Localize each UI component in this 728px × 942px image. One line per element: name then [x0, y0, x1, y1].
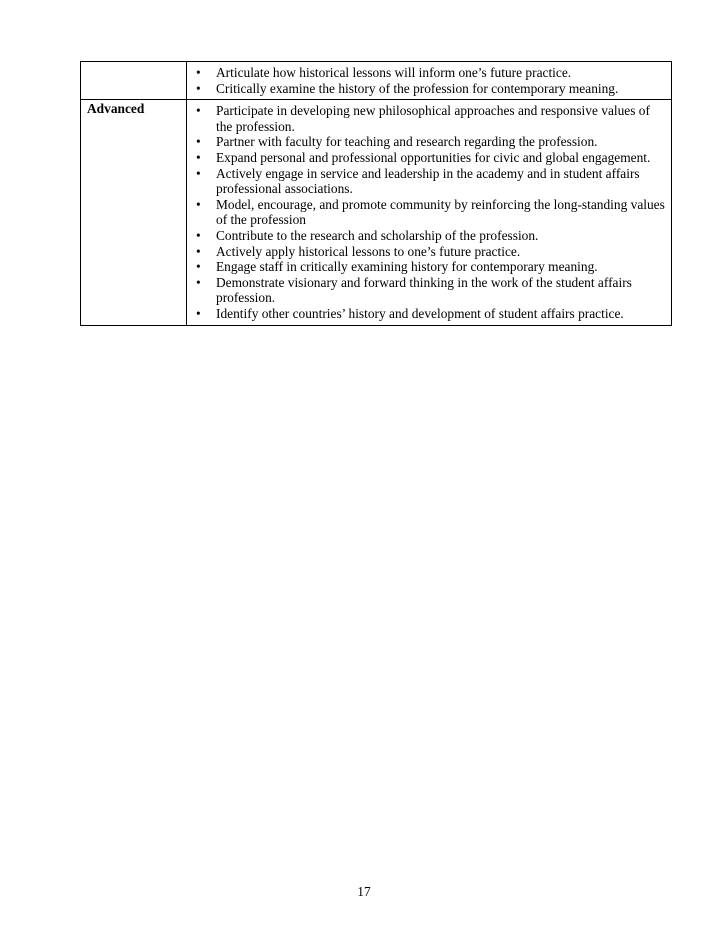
page-number: 17	[357, 884, 371, 899]
items-cell	[187, 100, 672, 325]
bullet-icon: •	[196, 274, 201, 290]
list-item-text: Model, encourage, and promote community by reinforcing the long-standing values of the profession	[216, 196, 665, 228]
list-item-text: Engage staff in critically examining history for contemporary meaning.	[216, 259, 598, 275]
bullet-icon: •	[196, 196, 201, 212]
table-row	[81, 100, 672, 325]
list-item	[193, 150, 665, 166]
level-cell	[81, 62, 187, 100]
list-item	[193, 81, 665, 97]
bullet-icon: •	[196, 227, 201, 243]
list-item-text: Articulate how historical lessons will inform one’s future practice.	[216, 65, 572, 80]
list-item	[193, 103, 665, 134]
level-cell: Advanced	[81, 100, 187, 325]
competency-table	[80, 61, 672, 326]
list-item	[193, 275, 665, 306]
list-item-text: Identify other countries’ history and development of student affairs practice.	[216, 305, 624, 321]
competency-table-body	[81, 62, 672, 326]
bullet-icon: •	[196, 65, 201, 80]
list-item	[193, 259, 665, 275]
list-item	[193, 65, 665, 81]
list-item	[193, 197, 665, 228]
bullet-icon: •	[196, 134, 201, 150]
list-item	[193, 244, 665, 260]
list-item	[193, 228, 665, 244]
table-row	[81, 62, 672, 100]
list-item-text: Actively engage in service and leadership in the academy and in student affairs professional associations.	[216, 165, 640, 197]
bullet-icon: •	[196, 243, 201, 259]
list-item-text: Demonstrate visionary and forward thinking in the work of the student affairs profession.	[216, 274, 632, 306]
list-item	[193, 306, 665, 322]
list-item-text: Actively apply historical lessons to one’s future practice.	[216, 243, 521, 259]
list-item-text: Critically examine the history of the profession for contemporary meaning.	[216, 80, 619, 96]
list-item-text: Partner with faculty for teaching and research regarding the profession.	[216, 134, 598, 150]
items-cell	[187, 62, 672, 100]
bullet-icon: •	[196, 165, 201, 181]
list-item-text: Participate in developing new philosophical approaches and responsive values of the profession.	[216, 103, 650, 134]
bullet-icon: •	[196, 149, 201, 165]
bullet-icon: •	[196, 305, 201, 321]
bullet-list	[193, 65, 665, 96]
list-item-text: Expand personal and professional opportunities for civic and global engagement.	[216, 149, 651, 165]
list-item	[193, 134, 665, 150]
bullet-icon: •	[196, 80, 201, 96]
bullet-icon: •	[196, 259, 201, 275]
bullet-icon: •	[196, 103, 201, 119]
bullet-list	[193, 103, 665, 321]
list-item-text: Contribute to the research and scholarship of the profession.	[216, 227, 539, 243]
list-item	[193, 166, 665, 197]
